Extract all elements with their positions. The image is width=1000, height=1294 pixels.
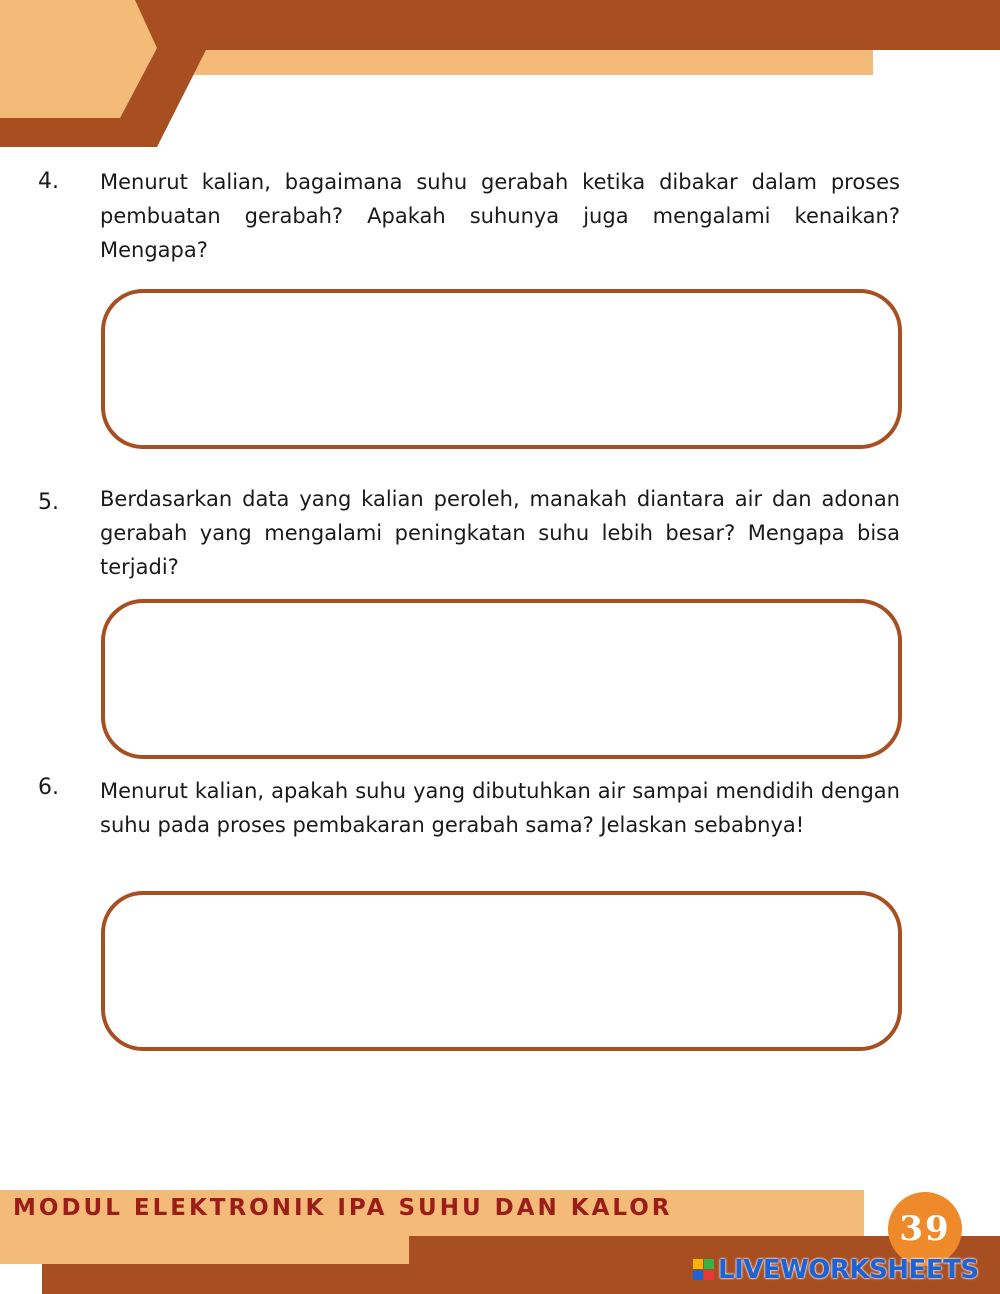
liveworksheets-watermark[interactable]: [693, 1252, 979, 1288]
answer-box-6[interactable]: [101, 891, 902, 1051]
answer-box-4[interactable]: [101, 289, 902, 449]
liveworksheets-logo-icon: [693, 1259, 715, 1281]
question-text: Berdasarkan data yang kalian peroleh, manakah diantara air dan adonan gerabah yang mengalami peningkatan suhu lebih besar? Mengapa bisa terjadi?: [100, 487, 900, 579]
watermark-text: LIVEWORKSHEETS: [718, 1255, 979, 1285]
question-number: 4.: [38, 169, 59, 194]
question-number: 6.: [38, 775, 59, 800]
question-text: Menurut kalian, bagaimana suhu gerabah ketika dibakar dalam proses pembuatan gerabah? Apakah suhunya juga mengalami kenaikan? Mengapa?: [100, 170, 900, 262]
question-number: 5.: [38, 490, 59, 515]
question-text: Menurut kalian, apakah suhu yang dibutuhkan air sampai mendidih dengan suhu pada proses pembakaran gerabah sama? Jelaskan sebabnya!: [100, 779, 900, 837]
page-number-badge: 39: [888, 1192, 962, 1266]
answer-box-5[interactable]: [101, 599, 902, 759]
module-title: MODUL ELEKTRONIK IPA SUHU DAN KALOR: [13, 1195, 673, 1221]
header-decoration: [0, 0, 1000, 150]
